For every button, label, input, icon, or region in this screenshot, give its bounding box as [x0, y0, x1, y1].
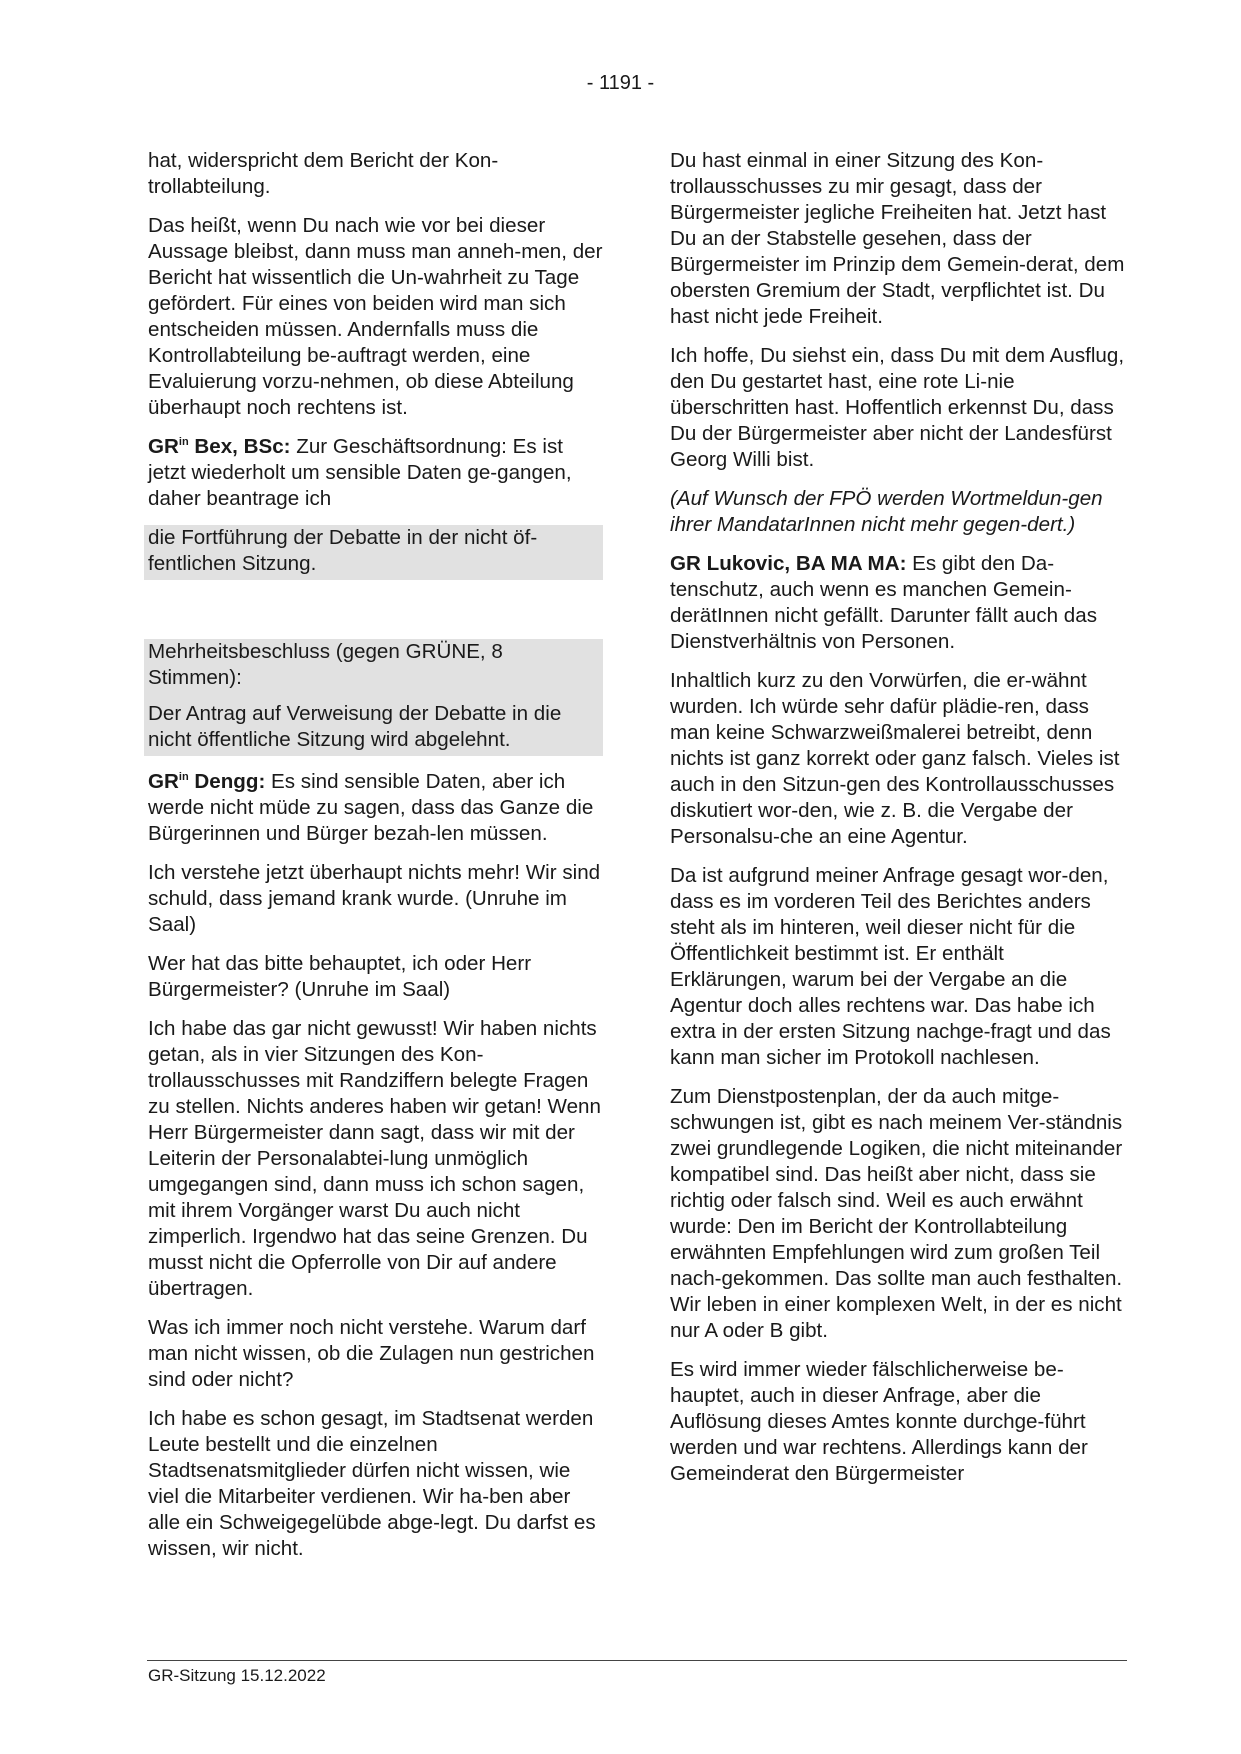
- paragraph: Das heißt, wenn Du nach wie vor bei dieser Aussage bleibst, dann muss man anneh-men, der Bericht hat wissentlich die Un-wahrheit zu Tage gefördert. Für eines von beiden wird man sich entscheiden müssen. Andernfalls muss die Kontrollabteilung be-auftragt werden, eine Evaluierung vorzu-nehmen, ob diese Abteilung überhaupt noch rechtens ist.: [148, 214, 603, 419]
- speaker-name: GR Lukovic, BA MA MA:: [670, 552, 907, 575]
- speaker-last-name: Dengg:: [188, 770, 266, 793]
- paragraph: Ich verstehe jetzt überhaupt nichts mehr! Wir sind schuld, dass jemand krank wurde. (Unruhe im Saal): [148, 861, 601, 936]
- speaker-name: [148, 770, 265, 793]
- right-column: [670, 148, 1125, 1500]
- paragraph: Inhaltlich kurz zu den Vorwürfen, die er-wähnt wurden. Ich würde sehr dafür plädie-ren, dass man keine Schwarzweißmalerei betreibt, denn nichts ist ganz korrekt oder ganz falsch. Vieles ist auch in den Sitzun-gen des Kontrollausschusses diskutiert wor-den, wie z. B. die Vergabe der Personalsu-che an eine Agentur.: [670, 669, 1120, 848]
- speaker-prefix: GR: [148, 770, 179, 793]
- speech-text: Es gibt den Da-tenschutz, auch wenn es manchen Gemein-derätInnen nicht gefällt. Darunter fällt auch das Dienstverhältnis von Personen.: [670, 552, 1098, 653]
- page-number: - 1191 -: [586, 72, 655, 94]
- motion-box: die Fortführung der Debatte in der nicht öf-fentlichen Sitzung.: [144, 525, 603, 580]
- speaker-last-name: Bex, BSc:: [188, 435, 291, 458]
- speaker-suffix: in: [178, 771, 189, 783]
- paragraph: Du hast einmal in einer Sitzung des Kon-trollausschusses zu mir gesagt, dass der Bürgermeister jegliche Freiheiten hat. Jetzt hast Du an der Stabstelle gesehen, dass der Bürgermeister im Prinzip dem Gemein-derat, dem obersten Gremium der Stadt, verpflichtet ist. Du hast nicht jede Freiheit.: [670, 149, 1125, 328]
- speaker-name: [148, 435, 291, 458]
- editorial-note: (Auf Wunsch der FPÖ werden Wortmeldun-gen ihrer MandatarInnen nicht mehr gegen-dert.): [670, 487, 1103, 536]
- footer-divider: [147, 1660, 1127, 1661]
- vote-result-text: Der Antrag auf Verweisung der Debatte in die nicht öffentliche Sitzung wird abgelehnt.: [144, 701, 603, 756]
- paragraph: Zum Dienstpostenplan, der da auch mitge-schwungen ist, gibt es nach meinem Ver-ständnis zwei grundlegende Logiken, die nicht miteinander kompatibel sind. Das heißt aber nicht, dass sie richtig oder falsch sind. Weil es auch erwähnt wurde: Den im Bericht der Kontrollabteilung erwähnten Empfehlungen wird zum großen Teil nach-gekommen. Das sollte man auch festhalten. Wir leben in einer komplexen Welt, in der es nicht nur A oder B gibt.: [670, 1085, 1123, 1342]
- paragraph: Ich hoffe, Du siehst ein, dass Du mit dem Ausflug, den Du gestartet hast, eine rote Li-nie überschritten hast. Hoffentlich erkennst Du, dass Du der Bürgermeister aber nicht der Landesfürst Georg Willi bist.: [670, 344, 1125, 471]
- speech-lukovic: [670, 551, 1125, 655]
- speech-text: Es sind sensible Daten, aber ich werde nicht müde zu sagen, dass das Ganze die Bürgerinnen und Bürger bezah-len müssen.: [148, 770, 594, 845]
- paragraph: Es wird immer wieder fälschlicherweise be-hauptet, auch in dieser Anfrage, aber die Auflösung dieses Amtes konnte durchge-führt werden und war rechtens. Allerdings kann der Gemeinderat den Bürgermeister: [670, 1358, 1088, 1485]
- spacer: [148, 593, 603, 639]
- speaker-suffix: in: [178, 436, 189, 448]
- left-column: [148, 148, 603, 1575]
- paragraph: Ich habe das gar nicht gewusst! Wir haben nichts getan, als in vier Sitzungen des Kon-trollausschusses mit Randziffern belegte Fragen zu stellen. Nichts anderes haben wir getan! Wenn Herr Bürgermeister dann sagt, dass wir mit der Leiterin der Personalabtei-lung unmöglich umgegangen sind, dann muss ich schon sagen, mit ihrem Vorgänger warst Du auch nicht zimperlich. Irgendwo hat das seine Grenzen. Du musst nicht die Opferrolle von Dir auf andere übertragen.: [148, 1017, 601, 1300]
- paragraph: Wer hat das bitte behauptet, ich oder Herr Bürgermeister? (Unruhe im Saal): [148, 952, 532, 1001]
- speech-dengg: [148, 769, 603, 847]
- footer-text: GR-Sitzung 15.12.2022: [148, 1666, 326, 1685]
- vote-result-label: Mehrheitsbeschluss (gegen GRÜNE, 8 Stimmen):: [144, 639, 603, 701]
- paragraph: hat, widerspricht dem Bericht der Kon-trollabteilung.: [148, 149, 499, 198]
- speaker-prefix: GR: [148, 435, 179, 458]
- speech-text: Zur Geschäftsordnung: Es ist jetzt wiederholt um sensible Daten ge-gangen, daher beantrage ich: [148, 435, 572, 510]
- paragraph: Da ist aufgrund meiner Anfrage gesagt wor-den, dass es im vorderen Teil des Berichtes anders steht als im hinteren, weil dieser nicht für die Öffentlichkeit bestimmt ist. Er enthält Erklärungen, warum bei der Vergabe an die Agentur doch alles rechtens war. Das habe ich extra in der ersten Sitzung nachge-fragt und das kann man sicher im Protokoll nachlesen.: [670, 864, 1111, 1069]
- paragraph: Ich habe es schon gesagt, im Stadtsenat werden Leute bestellt und die einzelnen Stadtsenatsmitglieder dürfen nicht wissen, wie viel die Mitarbeiter verdienen. Wir ha-ben aber alle ein Schweigegelübde abge-legt. Du darfst es wissen, wir nicht.: [148, 1407, 596, 1560]
- paragraph: Was ich immer noch nicht verstehe. Warum darf man nicht wissen, ob die Zulagen nun gestrichen sind oder nicht?: [148, 1316, 595, 1391]
- speech-bex: [148, 434, 603, 512]
